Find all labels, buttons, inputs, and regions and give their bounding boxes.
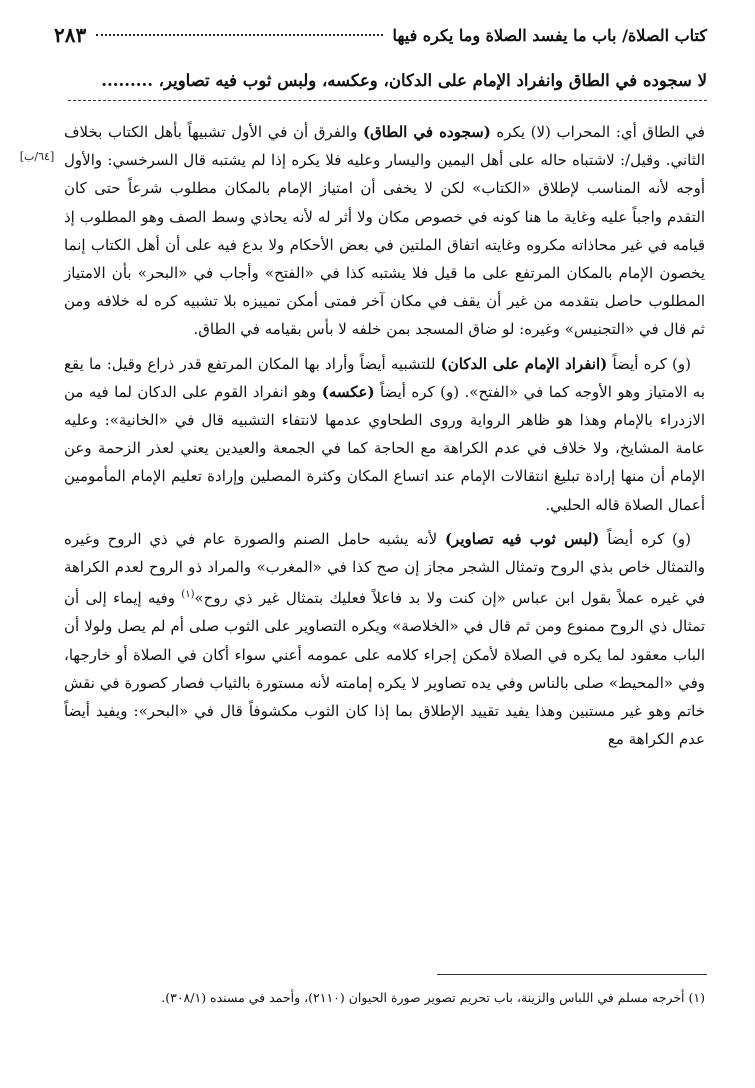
paragraph-1: في الطاق أي: المحراب (لا) يكره (سجوده في الطاق) والفرق أن في الأول تشبيهاً بأهل الكتاب بخلاف الثاني. وقيل/: لاشتباه حاله على أهل اليمين واليسار وعليه فلا يكره إذا لم يشتبه قال السرخسي: والأول أوجه لأنه المناسب لإطلاق «الكتاب» لكن لا يخفى أن امتياز الإمام بالمكان مطلوب شرعاً حتى كان التقدم واجباً عليه وغاية ما هنا كونه في خصوص مكان ولا أثر له لأنه يحاذي وسط الصف وهو المطلوب إذ قيامه في غير محاذاته مكروه وغايته اتفاق الملتين في بعض الأحكام ولا بدع فيه على أن أهل الكتاب إنما يخصون الإمام بالمكان المرتفع على ما قيل فلا يشتبه كذا في «الفتح» وأجاب في «البحر» بأن الامتياز المطلوب حاصل بتقدمه من غير أن يقف في مكان آخر فمتى أمكن تمييزه بلا تشبيه كره له خلافه ومن ثم قال في «التجنيس» وغيره: لو ضاق المسجد بمن خلفه لا بأس بقيامه في الطاق. [64,123,705,339]
matn-text: لا سجوده في الطاق وانفراد الإمام على الدكان، وعكسه، ولبس ثوب فيه تصاوير، ......... [101,71,707,90]
matn-separator [68,100,707,101]
paragraph-2: (و) كره أيضاً (انفراد الإمام على الدكان) للتشبيه أيضاً وأراد بها المكان المرتفع قدر ذراع وقيل: ما يقع به الامتياز وهو الأوجه كما في «الفتح». (و) كره أيضاً (عكسه) وهو انفراد القوم على الدكان لما فيه من الازدراء بالإمام وهذا هو ظاهر الرواية وروى الطحاوي عدمها لانتفاء التشبيه قال في «الخانية»: وعليه عامة المشايخ، ولا خلاف في عدم الكراهة مع الحاجة كما في الجمعة والعيدين يعني لعذر الزحمة وعن الإمام أن منها إرادة تبليغ انتقالات الإمام عند اتساع المكان وكثرة المصلين وإرادة تعليم الإمام المأمومين أعمال الصلاة قاله الحلبي. [64,354,705,514]
footnote-rule [437,974,707,975]
footnote: (١) أخرجه مسلم في اللباس والزينة، باب تحريم تصوير صورة الحيوان (٢١١٠)، وأحمد في مسنده (٣٠٨/١). [161,990,705,1005]
matn-quote: (لبس ثوب فيه تصاوير) [444,529,600,548]
matn-quote: (عكسه) [321,382,375,401]
page-number: ٢٨٣ [54,23,87,47]
commentary-body [64,118,705,759]
footnote-ref: (١) [181,589,195,601]
matn-quote: (انفراد الإمام على الدكان) [440,354,608,373]
manuscript-folio-marker: [٦٤/ب] [19,150,55,163]
matn-quote: (سجوده في الطاق) [362,123,491,141]
header-dot-leader [96,34,382,36]
paragraph-3: (و) كره أيضاً (لبس ثوب فيه تصاوير) لأنه يشبه حامل الصنم والصورة عام في ذي الروح وغيره والتمثال خاص بذي الروح وتمثال الشجر مجاز إن صح كذا في «المغرب» والمراد ذو الروح لعدم الكراهة في غيره عملاً بقول ابن عباس «إن كنت ولا بد فاعلاً فعليك بتمثال غير ذي روح»$^{(١)}$ وفيه إيماء إلى أن تمثال ذي الروح ممنوع ومن ثم قال في «الخلاصة» ويكره التصاوير على الثوب صلى أم لم يصل ولولا أن الباب معقود لما يكره في الصلاة لأمكن إجراء كلامه على عمومه أعني سواء أكان في الصلاة أو خارجها، وفي «المحيط» صلى بالناس وفي يده تصاوير لا يكره إمامته لأنه مستورة بالثياب فصار كصورة في نقش خاتم وهو غير مستبين وهذا يفيد تقييد الإطلاق بما إذا كان الثوب مكشوفاً قال في «البحر»: ويفيد أيضاً عدم الكراهة مع [64,529,705,749]
running-header [54,20,707,50]
chapter-title: كتاب الصلاة/ باب ما يفسد الصلاة وما يكره فيها [392,25,707,45]
